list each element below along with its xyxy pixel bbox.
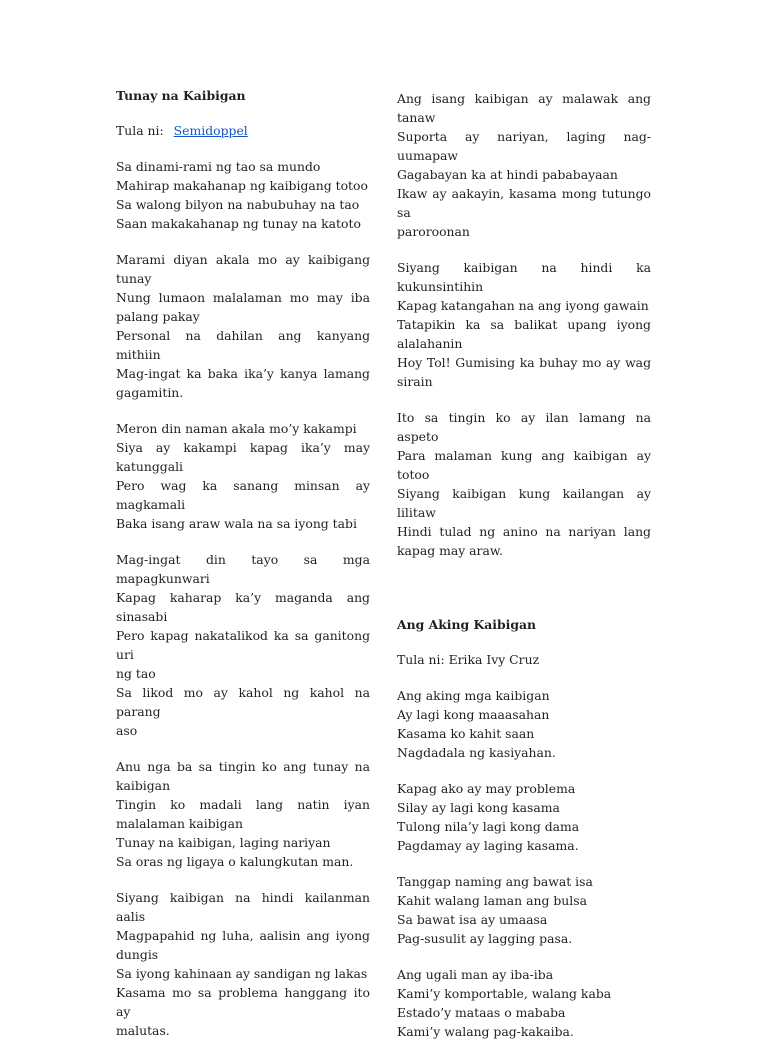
poem-line: Anu nga ba sa tingin ko ang tunay na (116, 759, 370, 774)
poem-line: Ang aking mga kaibigan (397, 688, 550, 703)
stanza (397, 872, 651, 948)
poem-line: tanaw (397, 110, 436, 125)
poem-line: Pag-susulit ay lagging pasa. (397, 931, 573, 946)
poem-line: gagamitin. (116, 385, 184, 400)
poem-line: Marami diyan akala mo ay kaibigang (116, 252, 370, 267)
stanza (116, 550, 370, 740)
poem-line: Nung lumaon malalaman mo may iba (116, 290, 370, 305)
poem-line: Magpapahid ng luha, aalisin ang iyong (116, 928, 370, 943)
poem-line: palang pakay (116, 309, 200, 324)
poem-line: Hindi tulad ng anino na nariyan lang (397, 524, 651, 539)
stanza (116, 757, 370, 871)
poem-line: Nagdadala ng kasiyahan. (397, 745, 556, 760)
stanza (116, 250, 370, 402)
poem-byline: Tula ni: Erika Ivy Cruz (397, 652, 540, 667)
poem-line: Tanggap naming ang bawat isa (397, 874, 593, 889)
poem-line: kapag may araw. (397, 543, 503, 558)
poem-line: ng tao (116, 666, 156, 681)
poem-line: Suporta ay nariyan, laging nag-uumapaw (397, 129, 651, 163)
poem-line: Kapag kaharap ka’y maganda ang (116, 590, 370, 605)
poem-line: malutas. (116, 1023, 170, 1038)
poem-line: Tatapikin ka sa balikat upang iyong (397, 317, 651, 332)
poem-line: Siyang kaibigan na hindi ka kukunsintihin (397, 260, 651, 294)
poem-line: Mag-ingat ka baka ika’y kanya lamang (116, 366, 370, 381)
poem-line: Sa likod mo ay kahol ng kahol na parang (116, 685, 370, 719)
poem-line: Kasama ko kahit saan (397, 726, 535, 741)
poem-line: Estado’y mataas o mababa (397, 1005, 566, 1020)
poem-line: Kapag ako ay may problema (397, 781, 576, 796)
poem-line: Pero kapag nakatalikod ka sa ganitong uri (116, 628, 370, 662)
poem-line: Pagdamay ay laging kasama. (397, 838, 579, 853)
poem-line: Ikaw ay aakayin, kasama mong tutungo sa (397, 186, 651, 220)
poem-line: Siyang kaibigan na hindi kailanman aalis (116, 890, 370, 924)
poem-title: Tunay na Kaibigan (116, 88, 246, 103)
stanza (116, 157, 370, 233)
poem-line: dungis (116, 947, 159, 962)
byline-label: Tula ni: (116, 123, 164, 138)
poem-line: sirain (397, 374, 433, 389)
poem-line: Sa bawat isa ay umaasa (397, 912, 548, 927)
poem-line: paroroonan (397, 224, 470, 239)
poem-line: Sa dinami-rami ng tao sa mundo (116, 159, 321, 174)
poem-line: Kapag katangahan na ang iyong gawain (397, 298, 649, 313)
poem-line: Gagabayan ka at hindi pababayaan (397, 167, 618, 182)
stanza (397, 686, 651, 762)
poem-line: Siyang kaibigan kung kailangan ay lilitaw (397, 486, 651, 520)
poem-line: katunggali (116, 459, 184, 474)
stanza (116, 419, 370, 533)
poem-line: Ang isang kaibigan ay malawak ang (397, 91, 651, 106)
right-column (397, 89, 651, 1041)
poem-line: Personal na dahilan ang kanyang mithiin (116, 328, 370, 362)
poem-line: alalahanin (397, 336, 463, 351)
stanza (397, 258, 651, 391)
poem-line: tunay (116, 271, 152, 286)
poem-line: Siya ay kakampi kapag ika’y may (116, 440, 370, 455)
left-column (116, 86, 370, 1040)
poem-line: aso (116, 723, 138, 738)
poem-line: Ito sa tingin ko ay ilan lamang na aspeto (397, 410, 651, 444)
stanza (397, 965, 651, 1041)
poem-line: Kahit walang laman ang bulsa (397, 893, 587, 908)
poem-title: Ang Aking Kaibigan (397, 617, 537, 632)
poem-line: Hoy Tol! Gumising ka buhay mo ay wag (397, 355, 651, 370)
stanza (397, 779, 651, 855)
poem-line: Mag-ingat din tayo sa mga mapagkunwari (116, 552, 370, 586)
poem-line: Kami’y walang pag-kakaiba. (397, 1024, 574, 1039)
author-link[interactable]: Semidoppel (173, 123, 248, 138)
poem-line: Para malaman kung ang kaibigan ay totoo (397, 448, 651, 482)
poem-line: Mahirap makahanap ng kaibigang totoo (116, 178, 368, 193)
poem-line: Tulong nila’y lagi kong dama (397, 819, 580, 834)
poem-line: Meron din naman akala mo’y kakampi (116, 421, 357, 436)
stanza (397, 89, 651, 241)
poem-line: Sa oras ng ligaya o kalungkutan man. (116, 854, 354, 869)
poem-line: Kami’y komportable, walang kaba (397, 986, 612, 1001)
poem-line: Saan makakahanap ng tunay na katoto (116, 216, 361, 231)
poem-line: Tunay na kaibigan, laging nariyan (116, 835, 331, 850)
poem-byline (116, 121, 370, 140)
poem-line: Silay ay lagi kong kasama (397, 800, 560, 815)
poem-line: Pero wag ka sanang minsan ay (116, 478, 370, 493)
poem-line: Kasama mo sa problema hanggang ito ay (116, 985, 370, 1019)
poem-line: magkamali (116, 497, 186, 512)
poem-line: malalaman kaibigan (116, 816, 243, 831)
poem-line: Baka isang araw wala na sa iyong tabi (116, 516, 357, 531)
poem-line: Sa walong bilyon na nabubuhay na tao (116, 197, 360, 212)
stanza (116, 888, 370, 1040)
poem-line: sinasabi (116, 609, 168, 624)
poem-line: Tingin ko madali lang natin iyan (116, 797, 370, 812)
poem-line: kaibigan (116, 778, 171, 793)
poem-line: Sa iyong kahinaan ay sandigan ng lakas (116, 966, 368, 981)
poem-line: Ay lagi kong maaasahan (397, 707, 550, 722)
poem-line: Ang ugali man ay iba-iba (397, 967, 554, 982)
stanza (397, 408, 651, 560)
